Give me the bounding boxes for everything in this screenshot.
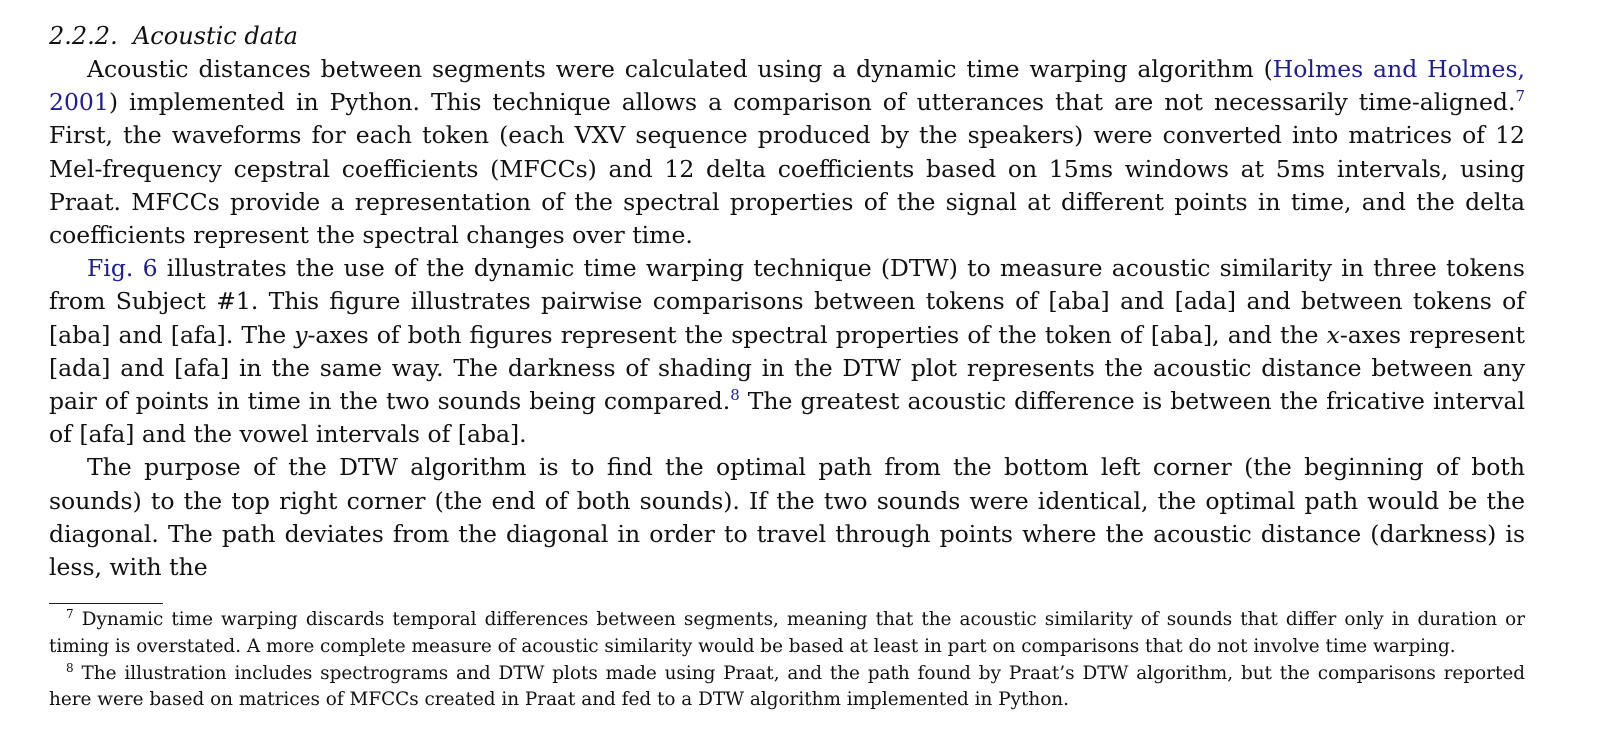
- paragraph-2-text-c: -axes represent [ada] and [afa] in the same way. The darkness of shading in the DTW plot represents the acoustic distance between any pair of points in time in the two sounds being compared.: [49, 320, 1525, 416]
- paragraph-1-text-a: Acoustic distances between segments were calculated using a dynamic time warping algorithm (: [87, 55, 1273, 83]
- footnote-divider: [49, 603, 163, 604]
- footnote-7-text: Dynamic time warping discards temporal differences between segments, meaning that the acoustic similarity of sounds that differ only in duration or timing is overstated. A more complete measure of acoustic similarity would be based at least in part on comparisons that do not involve time warping.: [49, 609, 1525, 657]
- paragraph-1-text-c: First, the waveforms for each token (each VXV sequence produced by the speakers) were converted into matrices of 12 Mel-frequency cepstral coefficients (MFCCs) and 12 delta coefficients based on 15ms windows at 5ms intervals, using Praat. MFCCs provide a representation of the spectral properties of the signal at different points in time, and the delta coefficients represent the spectral changes over time.: [49, 121, 1525, 250]
- paragraph-2: [49, 252, 1525, 451]
- footnote-8-mark: 8: [66, 660, 74, 675]
- figure-ref-link[interactable]: Fig. 6: [87, 254, 158, 283]
- footnote-ref-8[interactable]: 8: [730, 386, 740, 405]
- footnote-7-mark: 7: [66, 607, 74, 621]
- paragraph-2-text-a: illustrates the use of the dynamic time warping technique (DTW) to measure acoustic similarity in three tokens from Subject #1. This figure illustrates pairwise comparisons between tokens of [aba] and [ada] and between tokens of [aba] and [afa]. The: [49, 254, 1525, 349]
- paragraph-3: [49, 451, 1525, 584]
- paragraph-2-text-b: -axes of both figures represent the spectral properties of the token of [aba], and the: [307, 320, 1327, 349]
- section-number: 2.2.2.: [49, 22, 118, 50]
- footnotes: [49, 607, 1525, 714]
- paragraph-2-text-d: The greatest acoustic difference is between the fricative interval of [afa] and the vowel intervals of [aba].: [49, 387, 1525, 449]
- section-heading: [49, 20, 298, 53]
- footnote-8: [49, 661, 1525, 715]
- footnote-7: [49, 607, 1525, 661]
- x-axis-italic: x: [1326, 320, 1340, 349]
- paragraph-1-text-b: ) implemented in Python. This technique allows a comparison of utterances that are not necessarily time-aligned.: [108, 88, 1516, 117]
- paragraph-1: [49, 53, 1525, 252]
- body-text: [49, 53, 1525, 584]
- paragraph-3-text: The purpose of the DTW algorithm is to find the optimal path from the bottom left corner (the beginning of both sounds) to the top right corner (the end of both sounds). If the two sounds were identical, the optimal path would be the diagonal. The path deviates from the diagonal in order to travel through points where the acoustic distance (darkness) is less, with the: [49, 453, 1525, 582]
- footnote-ref-7[interactable]: 7: [1515, 87, 1525, 106]
- y-axis-italic: y: [294, 320, 308, 349]
- footnote-8-text: The illustration includes spectrograms and DTW plots made using Praat, and the path found by Praat’s DTW algorithm, but the comparisons reported here were based on matrices of MFCCs created in Praat and fed to a DTW algorithm implemented in Python.: [49, 662, 1525, 711]
- section-title: Acoustic data: [132, 22, 298, 50]
- citation-link[interactable]: Holmes and Holmes, 2001: [49, 55, 1525, 117]
